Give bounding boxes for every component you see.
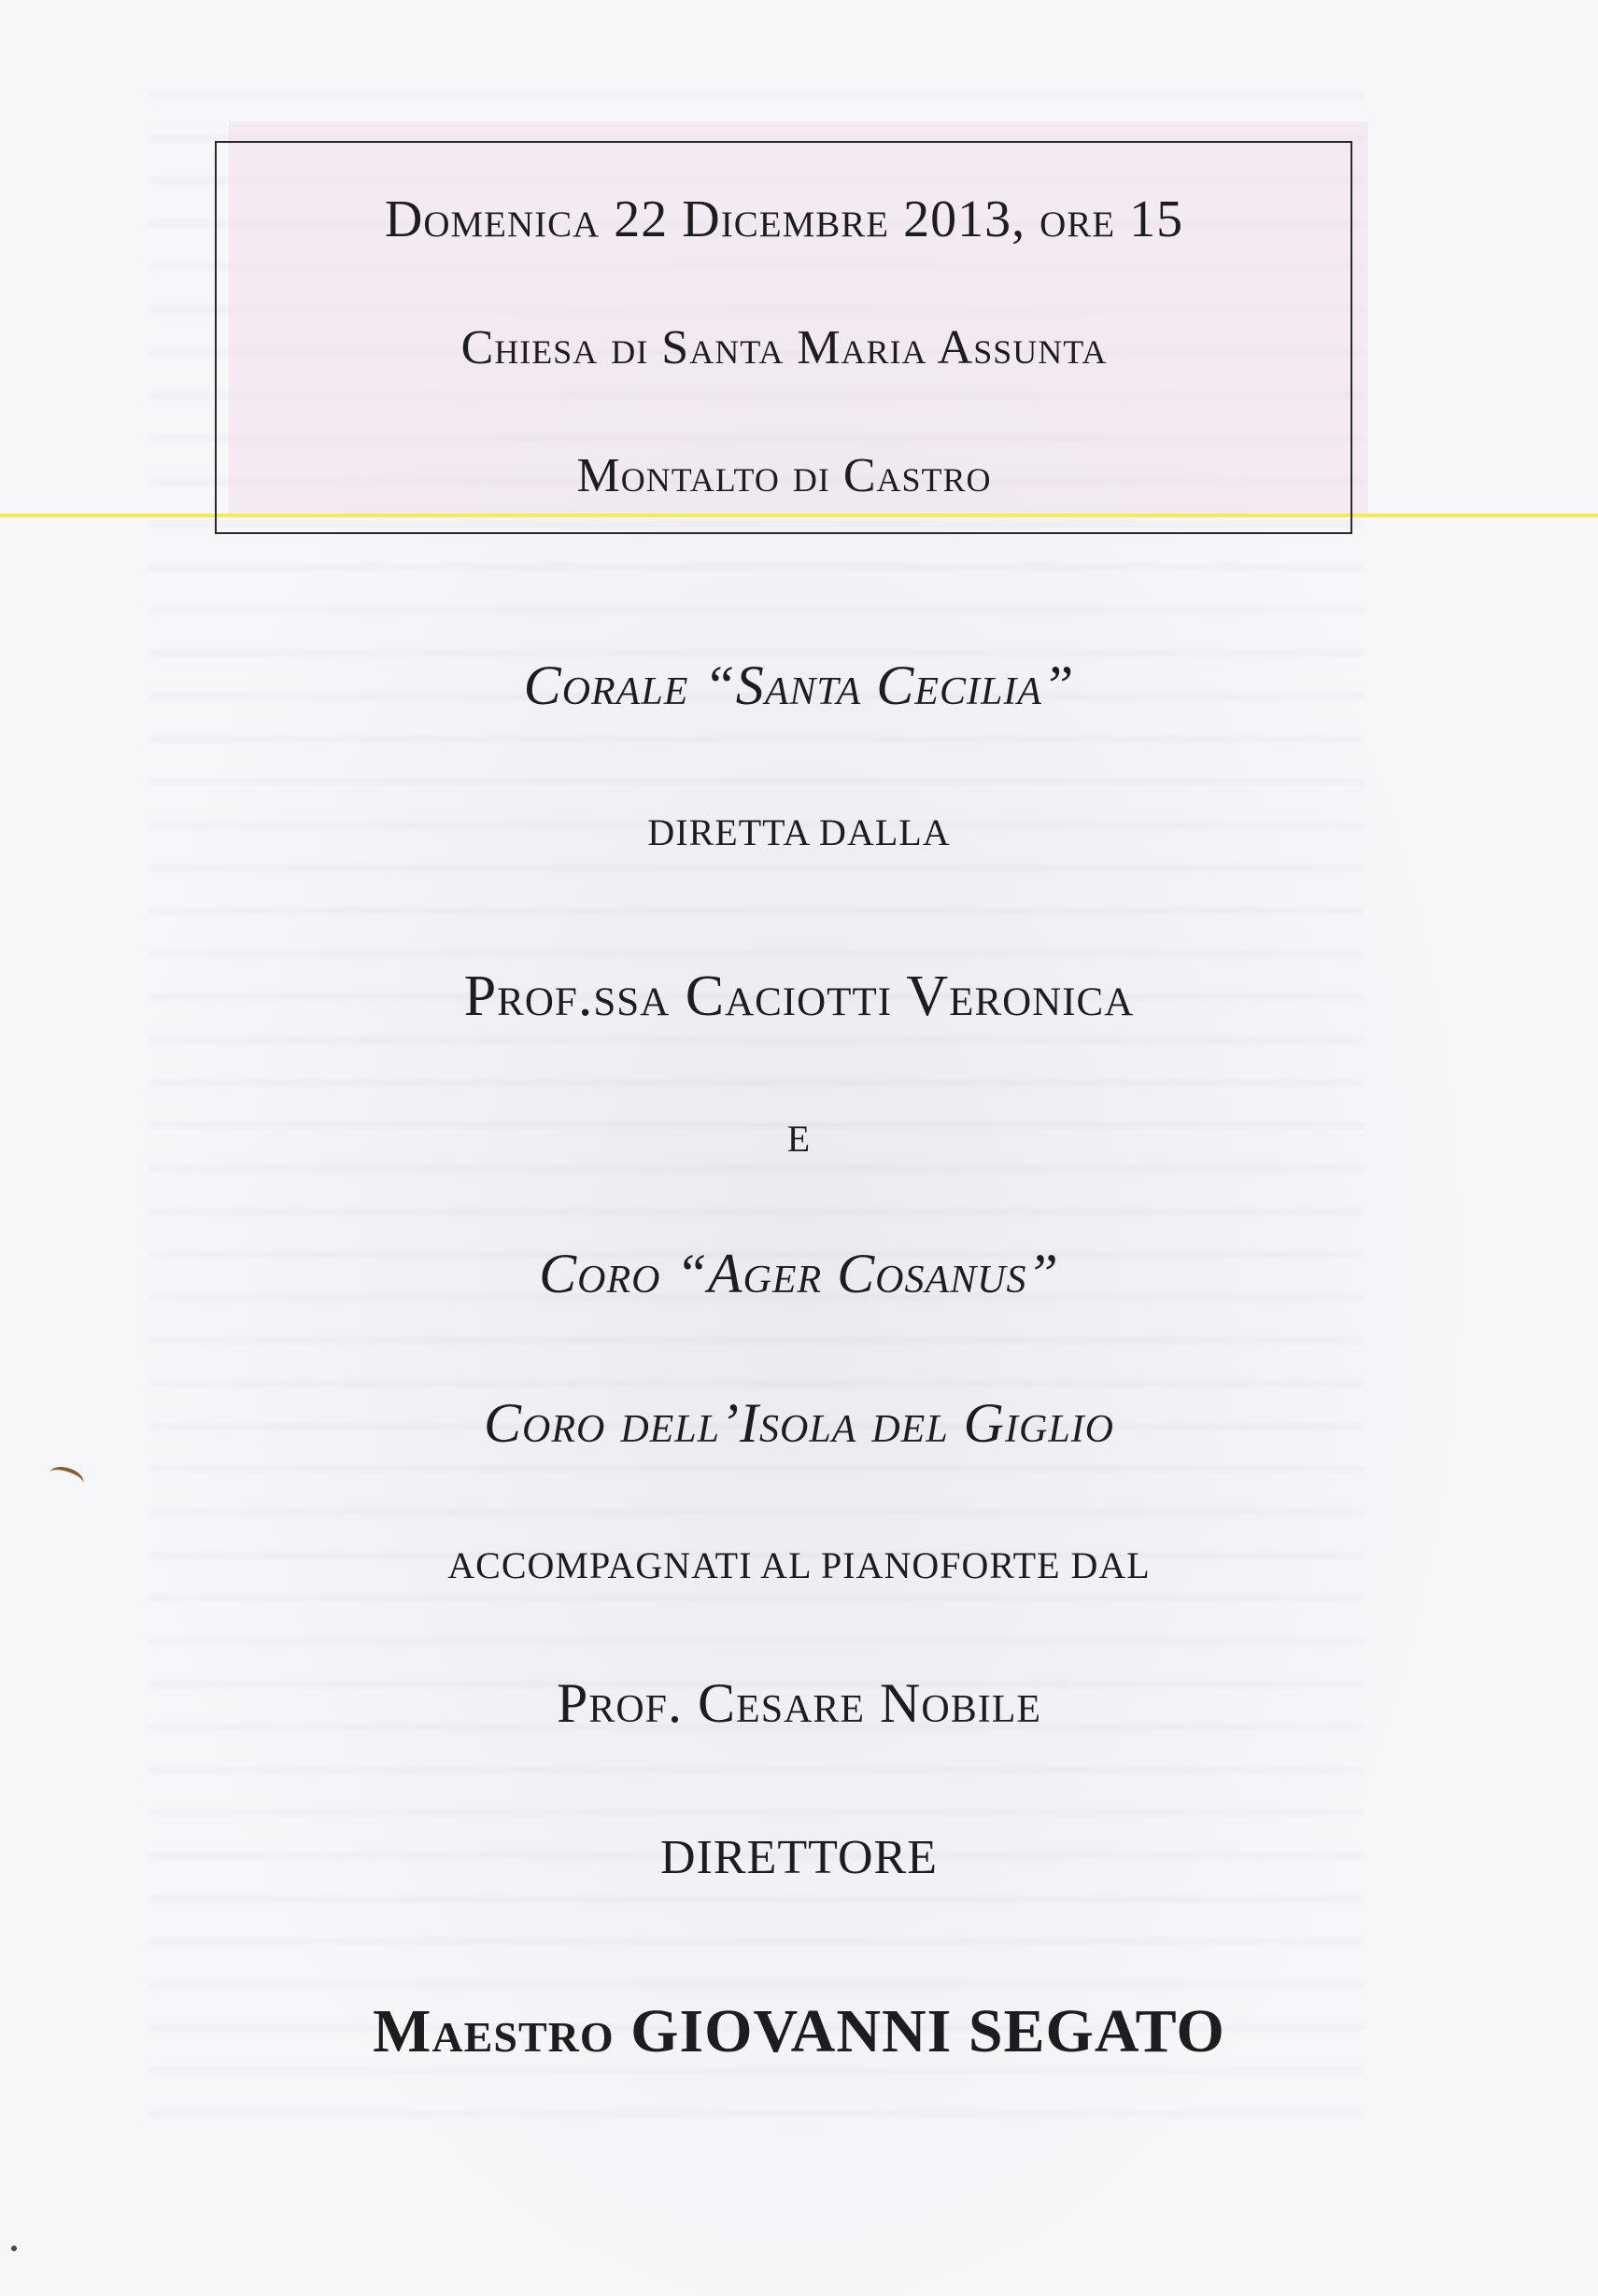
director-name: Prof.ssa Caciotti Veronica: [463, 965, 1135, 1028]
accompanied-label: ACCOMPAGNATI AL PIANOFORTE DAL: [447, 1544, 1151, 1586]
event-church: Chiesa di Santa Maria Assunta: [460, 321, 1108, 374]
conductor-line: [0, 1996, 1598, 2067]
conductor-label: DIRETTORE: [660, 1831, 938, 1884]
paper-mark: [47, 1463, 87, 1494]
event-town: Montalto di Castro: [576, 449, 992, 502]
conductor-title: Maestro: [373, 1997, 615, 2065]
choir-ager-cosanus: Coro “Ager Cosanus”: [539, 1243, 1059, 1304]
choir-santa-cecilia: Corale “Santa Cecilia”: [523, 655, 1075, 716]
conjunction-e: E: [786, 1118, 812, 1160]
choir-isola-del-giglio: Coro dell’Isola del Giglio: [483, 1392, 1114, 1454]
pianist-name: Prof. Cesare Nobile: [556, 1672, 1042, 1734]
conductor-name: GIOVANNI SEGATO: [630, 1997, 1225, 2065]
event-date: Domenica 22 Dicembre 2013, ore 15: [384, 190, 1184, 248]
paper-speck: [11, 2246, 17, 2251]
directed-by-label: DIRETTA DALLA: [647, 811, 951, 853]
